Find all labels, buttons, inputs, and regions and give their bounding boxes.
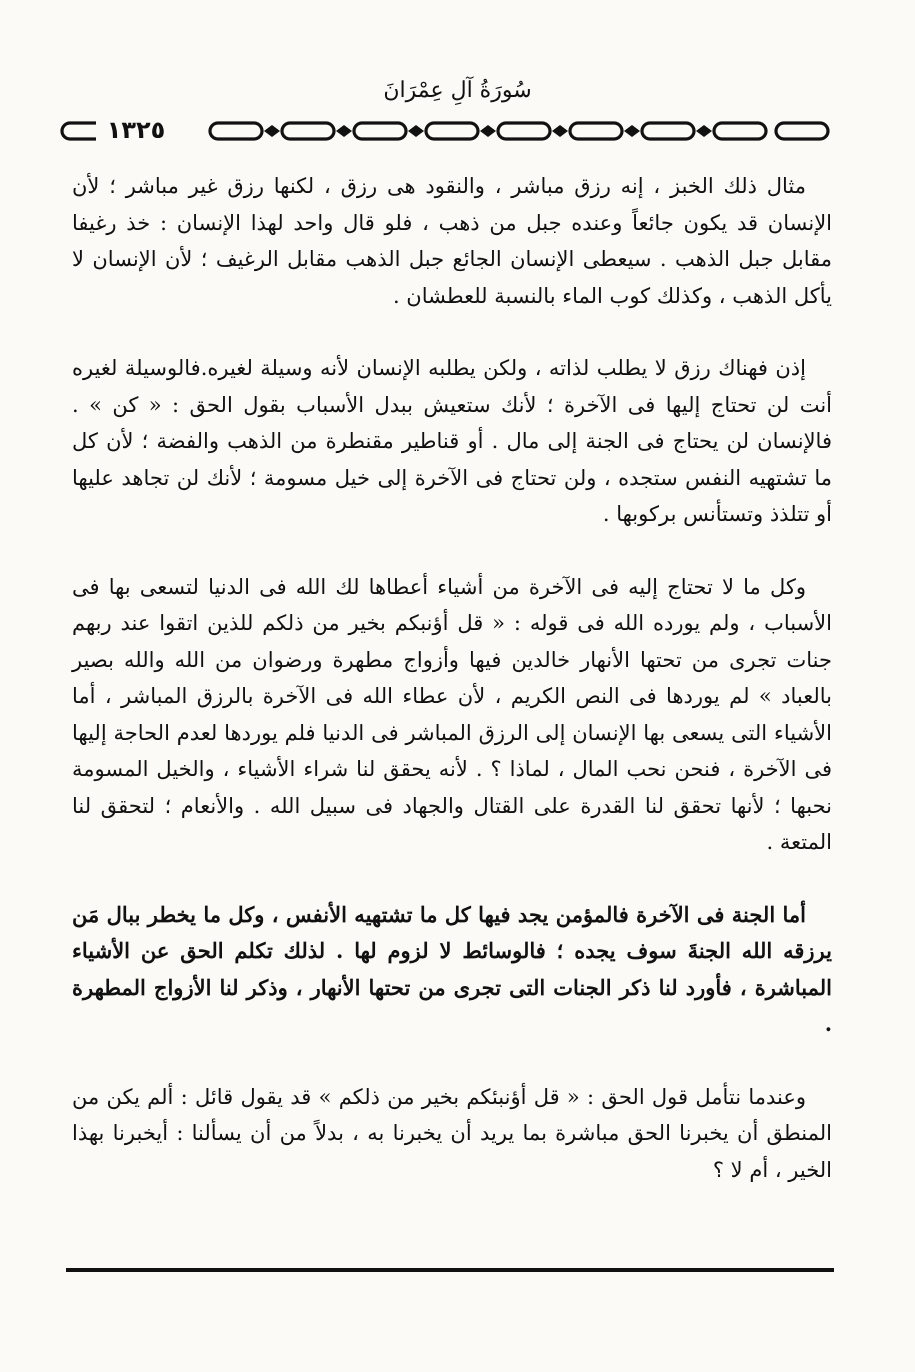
main-text bbox=[72, 168, 832, 1188]
footer-rule bbox=[66, 1268, 834, 1272]
page-number: ١٣٢٥ bbox=[96, 114, 176, 146]
paragraph: مثال ذلك الخبز ، إنه رزق مباشر ، والنقود هى رزق ، لكنها رزق غير مباشر ؛ لأن الإنسان قد يكون جائعاً وعنده جبل من ذهب ، فلو قال واحد لهذا الإنسان : خذ رغيفا مقابل جبل الذهب . سيعطى الإنسان الجائع جبل الذهب مقابل الرغيف ؛ لأن الإنسان لا يأكل الذهب ، وكذلك كوب الماء بالنسبة للعطشان . bbox=[72, 174, 832, 308]
paragraph: وعندما نتأمل قول الحق : « قل أؤنبئكم بخير من ذلكم » قد يقول قائل : ألم يكن من المنطق أن يخبرنا الحق مباشرة بما يريد أن يخبرنا به ، بدلاً من أن يسألنا : أيخبرنا بهذا الخير ، أم لا ؟ bbox=[72, 1084, 832, 1182]
paragraph: وكل ما لا تحتاج إليه فى الآخرة من أشياء أعطاها لك الله فى الدنيا لتسعى بها فى الأسباب ، ولم يورده الله فى قوله : « قل أؤنبكم بخير من ذلكم للذين اتقوا عند ربهم جنات تجرى من تحتها الأنهار خالدين فيها وأزواج مطهرة ورضوان من الله والله بصير بالعباد » لم يوردها فى النص الكريم ، لأن عطاء الله فى الآخرة بالرزق المباشر ، أما الأشياء التى يسعى بها الإنسان إلى الرزق المباشر فى الدنيا فلم يوردها لعدم الحاجة إليها فى الآخرة ، فنحن نحب المال ، لماذا ؟ . لأنه يحقق لنا شراء الأشياء ، والخيل المسومة نحبها ؛ لأنها تحقق لنا القدرة على القتال والجهاد فى سبيل الله . والأنعام ؛ لتحقق لنا المتعة . bbox=[72, 574, 832, 854]
paragraph: إذن فهناك رزق لا يطلب لذاته ، ولكن يطلبه الإنسان لأنه وسيلة لغيره.فالوسيلة لغيره أنت لن تحتاج إليها فى الآخرة ؛ لأنك ستعيش ببدل الأسباب بقول الحق : « كن » . فالإنسان لن يحتاج فى الجنة إلى مال . أو قناطير مقنطرة من الذهب والفضة ؛ لأن كل ما تشتهيه النفس ستجده ، ولن تحتاج فى الآخرة إلى خيل مسومة ؛ لأنك لن تجاهد عليها أو تتلذذ وتستأنس بركوبها . bbox=[72, 356, 832, 526]
surah-title: سُورَةُ آلِ عِمْرَانَ bbox=[383, 78, 532, 103]
paragraph: أما الجنة فى الآخرة فالمؤمن يجد فيها كل ما تشتهيه الأنفس ، وكل ما يخطر ببال مَن يرزقه الله الجنةَ سوف يجده ؛ فالوسائط لا لزوم لها . لذلك تكلم الحق عن الأشياء المباشرة ، فأورد لنا ذكر الجنات التى تجرى من تحتها الأنهار ، وذكر لنا الأزواج المطهرة . bbox=[72, 901, 832, 1036]
